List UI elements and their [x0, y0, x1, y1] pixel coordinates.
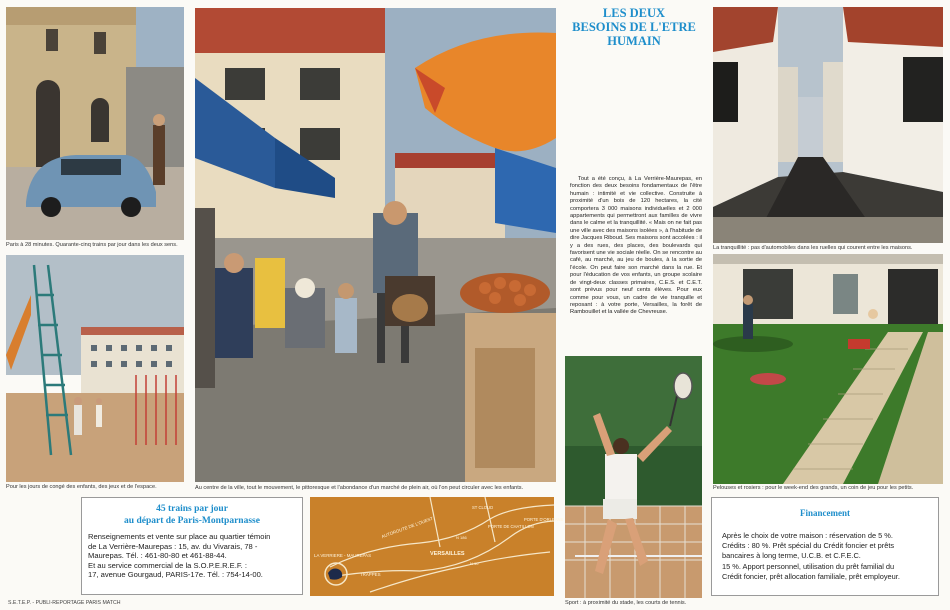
headline-line-2: BESOINS DE L'ETRE [572, 20, 696, 34]
map-label-n10: N 10 [470, 561, 479, 566]
caption-tennis: Sport : à proximité du stade, les courts de tennis. [565, 600, 687, 606]
trains-box-title-1: 45 trains par jour [156, 504, 228, 514]
headline-line-1: LES DEUX [602, 6, 666, 20]
caption-alley: La tranquillité : pas d'automobiles dans les ruelles qui courent entre les maisons. [713, 245, 913, 251]
map-label-trappes: TRAPPES [360, 572, 381, 577]
financing-box-line-5: Crédit foncier, prêt allocation familiale, prêt employeur. [722, 571, 900, 581]
caption-garden: Pelouses et rosiers : pour le week-end des grands, un coin de jeu pour les petits. [713, 485, 914, 491]
trains-info-box [81, 497, 303, 595]
map-label-orleans: PORTE D'ORLEANS [524, 517, 564, 522]
financing-box-line-1: Après le choix de votre maison : réservation de 5 %. [722, 531, 893, 540]
map-label-chatillon: PORTE DE CHATILLON [488, 524, 534, 529]
map-label-verriere: LA VERRIERE - MAUREPAS [314, 553, 372, 558]
trains-box-line-4: Et au service commercial de la S.O.P.E.R.E.F. : [88, 560, 247, 570]
photo-tennis [565, 356, 702, 598]
caption-playground: Pour les jours de congé des enfants, des jeux et de l'espace. [6, 484, 157, 490]
photo-alley [713, 7, 943, 243]
photo-station-car [6, 7, 184, 240]
map-label-n186: N 186 [456, 535, 467, 540]
financing-info-box [711, 497, 939, 596]
trains-box-line-5: 17, avenue Gourgaud, PARIS-17e. Tél. : 754-14-00. [88, 570, 263, 580]
publisher-footer: S.E.T.E.P. - PUBLI-REPORTAGE PARIS MATCH [8, 600, 121, 606]
photo-garden [713, 254, 943, 484]
location-map [310, 497, 564, 596]
financing-box-line-4: 15 %. Apport personnel, utilisation du prêt familial du [722, 561, 895, 571]
financing-box-line-3: bancaires à long terme, U.C.B. et C.F.E.C. [722, 551, 861, 561]
body-paragraph: Tout a été conçu, à La Verrière-Maurepas, en fonction des deux besoins fondamentaux de l'être humain : intimité et vie collective. Construite à proximité d'un bois de 120 hectares, la cité comportera 3 000 maisons individuelles et 2 000 appartements qui permettront aux familles de vivre dans le calme et la tranquillité. « Mais on ne fait pas une ville avec des maisons isolées », à l'habitude de dire Jacques Riboud. Ses maisons sont accolées : il y a des rues, des places, des boulevards qui favorisent une vie sociale réelle. On se rencontre au café, au marché, au jeu de boules, à la sortie de l'école. On peut faire son marché dans la rue. Et pour l'éducation de vos enfants, un groupe scolaire de vingt-deux classes primaires, C.E.S. et C.E.T. sont prévus pour neuf cents élèves. Pour eux comme pour vous, un cadre de vie tranquille et reposant : à votre porte, Versailles, la forêt de Rambouillet et la vallée de Chevreuse. [570, 176, 702, 316]
headline-line-3: HUMAIN [607, 34, 661, 48]
trains-box-title-2: au départ de Paris-Montparnasse [124, 516, 260, 526]
caption-market: Au centre de la ville, tout le mouvement, le pittoresque et l'abondance d'un marché de plein air, où l'on peut circuler avec les enfants. [195, 485, 524, 491]
map-label-versailles: VERSAILLES [430, 551, 465, 557]
article-body [570, 176, 702, 317]
caption-station: Paris à 28 minutes. Quarante-cinq trains par jour dans les deux sens. [6, 242, 178, 248]
trains-box-line-2: de La Verrière-Maurepas : 15, av. du Vivarais, 78 - [88, 541, 258, 551]
trains-box-line-1: Renseignements et vente sur place au quartier témoin [88, 532, 271, 541]
photo-market [195, 8, 556, 482]
photo-playground [6, 255, 184, 482]
article-headline [563, 6, 705, 48]
map-label-saint-cloud: ST CLOUD [472, 505, 494, 510]
financing-box-line-2: Crédits : 80 %. Prêt spécial du Crédit foncier et prêts [722, 541, 895, 551]
map-label-autoroute: AUTOROUTE DE L'OUEST [380, 515, 434, 540]
trains-box-line-3: Maurepas. Tél. : 461-80-80 et 461-88-44. [88, 551, 227, 561]
financing-box-title: Financement [800, 508, 850, 518]
